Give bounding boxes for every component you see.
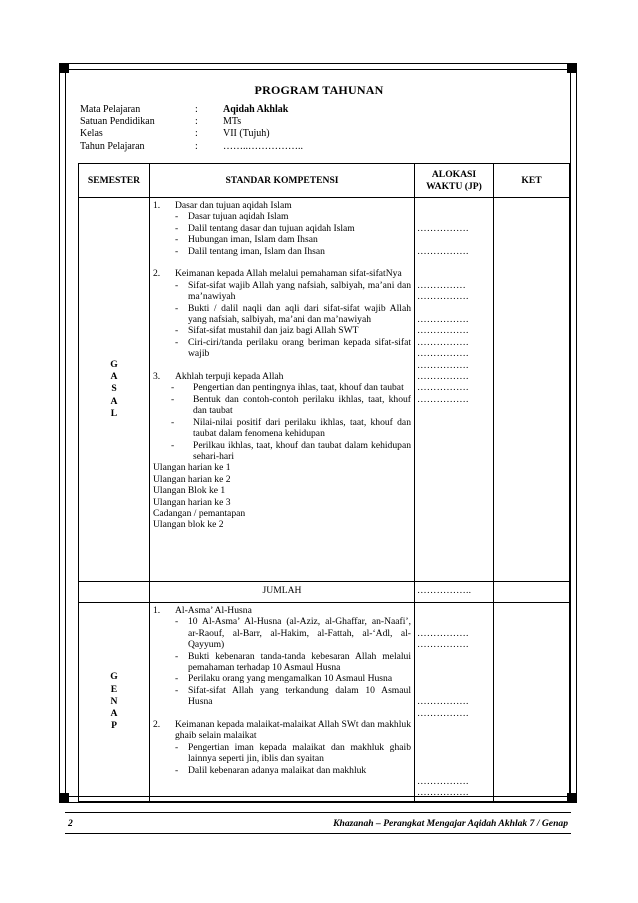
item-number: 1. — [153, 605, 161, 616]
program-table — [78, 163, 570, 802]
page-number: 2 — [68, 818, 73, 829]
item-text: Al-Asma’ Al-Husna — [175, 605, 252, 616]
list-item — [153, 417, 411, 440]
dash: - — [175, 650, 179, 662]
list-item — [153, 200, 411, 211]
list-item — [153, 651, 411, 674]
plain-line: Ulangan harian ke 2 — [153, 473, 231, 485]
list-item — [153, 685, 411, 708]
item-text: Bukti kebenaran tanda-tanda kebesaran Allah melalui pemahaman terhadap 10 Asmaul Husna — [188, 650, 411, 674]
item-text: Hubungan iman, Islam dam Ihsan — [188, 234, 318, 246]
list-item — [153, 440, 411, 463]
dash: - — [175, 336, 179, 348]
item-text: Sifat-sifat Allah yang terkandung dalam 10 Asmaul Husna — [188, 684, 411, 708]
item-text: 10 Al-Asma’ Al-Husna (al-Aziz, al-Ghaffar, an-Naafi’, ar-Raouf, al-Barr, al-Hakim, al-Fattah, al-‘Adl, al-Qayyum) — [188, 616, 411, 651]
semester-letter: S — [111, 383, 117, 395]
alokasi-value: ……………. — [417, 787, 469, 799]
table-row-ganjil — [79, 198, 570, 582]
item-text: Bentuk dan contoh-contoh perilaku ikhlas, taat, khouf dan taubat — [193, 393, 411, 417]
dash: - — [171, 393, 175, 405]
semester-cell-genap — [79, 603, 150, 802]
list-item — [153, 616, 411, 650]
item-text: Dalil tentang iman, Islam dan Ihsan — [188, 245, 325, 257]
semester-letter: A — [110, 395, 118, 407]
dash: - — [175, 684, 179, 696]
alokasi-cell-genap — [415, 603, 494, 802]
table-row-jumlah — [79, 582, 570, 603]
footer-text: Khazanah – Perangkat Mengajar Aqidah Akhlak 7 / Genap — [333, 818, 568, 829]
page-footer — [68, 818, 568, 832]
jumlah-empty-cell — [79, 582, 150, 603]
list-item — [153, 765, 411, 776]
info-value: ……..…………….. — [223, 140, 303, 152]
alokasi-value: ……………. — [417, 627, 469, 639]
semester-letter: G — [110, 671, 118, 683]
list-item — [153, 303, 411, 326]
item-text: Perilkau ikhlas, taat, khouf dan taubat dalam kehidupan sehari-hari — [193, 439, 411, 462]
list-item — [153, 246, 411, 257]
semester-letter: A — [110, 371, 118, 383]
alokasi-value: ……………. — [417, 336, 469, 348]
list-item — [153, 280, 411, 303]
jumlah-label: JUMLAH — [150, 582, 415, 603]
item-text: Keimanan kepada malaikat-malaikat Allah SWt dan makhluk ghaib selain malaikat — [175, 719, 411, 742]
alokasi-value: ……………. — [417, 393, 469, 405]
item-text: Perilaku orang yang mengamalkan 10 Asmaul Husna — [188, 673, 393, 685]
sk-cell-genap — [150, 603, 415, 802]
alokasi-value: ……………. — [417, 371, 469, 382]
list-item — [153, 371, 411, 382]
item-text: Akhlah terpuji kepada Allah — [175, 371, 284, 383]
info-colon: : — [195, 140, 198, 152]
info-colon: : — [195, 128, 198, 140]
info-label: Kelas — [80, 128, 103, 140]
item-text: Dasar tujuan aqidah Islam — [188, 211, 289, 223]
dash: - — [171, 382, 175, 394]
semester-letter: A — [110, 707, 118, 719]
corner-ornament — [59, 793, 69, 803]
item-text: Bukti / dalil naqli dan aqli dari sifat-sifat wajib Allah yang nafsiah, salbiyah, ma’ani dan ma’nawiyah — [188, 302, 411, 326]
plain-line: Ulangan harian ke 3 — [153, 496, 231, 508]
dash: - — [175, 741, 179, 753]
dash: - — [171, 416, 175, 428]
list-item — [153, 268, 411, 279]
dash: - — [175, 616, 179, 628]
alokasi-value: ……………. — [417, 696, 469, 708]
list-item — [153, 673, 411, 684]
header-alokasi-label: ALOKASI WAKTU (JP) — [426, 169, 482, 192]
info-colon: : — [195, 104, 198, 115]
plain-line: Ulangan Blok ke 1 — [153, 485, 226, 497]
info-label: Mata Pelajaran — [80, 104, 141, 115]
info-label: Satuan Pendidikan — [80, 116, 155, 128]
dash: - — [175, 245, 179, 257]
list-item — [153, 211, 411, 222]
item-text: Ciri-ciri/tanda perilaku orang beriman kepada sifat-sifat wajib — [188, 336, 411, 360]
footer-rule-bottom — [65, 833, 571, 834]
list-item — [153, 394, 411, 417]
plain-line: Ulangan blok ke 2 — [153, 519, 224, 531]
info-label: Tahun Pelajaran — [80, 140, 145, 152]
item-text: Sifat-sifat mustahil dan jaiz bagi Allah SWT — [188, 325, 359, 337]
info-colon: : — [195, 116, 198, 128]
plain-line: Cadangan / pemantapan — [153, 507, 246, 519]
alokasi-value: ……………. — [417, 222, 469, 234]
item-text: Nilai-nilai positif dari perilaku ikhlas, taat, khouf dan taubat dalam fenomena kehidupan — [193, 416, 411, 440]
semester-letter: P — [111, 720, 117, 732]
item-text: Sifat-sifat wajib Allah yang nafsiah, salbiyah, ma’ani dan ma’nawiyah — [188, 279, 411, 303]
item-text: Keimanan kepada Allah melalui pemahaman sifat-sifatNya — [175, 268, 402, 280]
list-item — [153, 605, 411, 616]
ket-cell-ganjil — [494, 198, 570, 582]
alokasi-value: ……………. — [417, 775, 469, 787]
list-item — [153, 742, 411, 765]
alokasi-value: ……………. — [417, 382, 469, 394]
alokasi-cell-ganjil — [415, 198, 494, 582]
semester-letter: N — [110, 695, 118, 707]
dash: - — [175, 673, 179, 685]
plain-line: Ulangan harian ke 1 — [153, 462, 231, 474]
alokasi-value: ……………. — [417, 348, 469, 360]
table-header-row — [79, 164, 570, 198]
item-text: Dalil tentang dasar dan tujuan aqidah Islam — [188, 222, 355, 234]
alokasi-value: ……………. — [417, 245, 469, 257]
page-title: PROGRAM TAHUNAN — [254, 83, 384, 97]
header-alokasi-waktu — [415, 164, 494, 198]
footer-rule-top — [65, 812, 571, 813]
list-item — [153, 223, 411, 234]
alokasi-value: ……………. — [417, 359, 469, 371]
corner-ornament — [567, 63, 577, 73]
alokasi-value: …………… — [417, 279, 466, 291]
dash: - — [175, 764, 179, 776]
dash: - — [171, 439, 175, 451]
list-item — [153, 382, 411, 393]
dash: - — [175, 325, 179, 337]
item-text: Dalil kebenaran adanya malaikat dan makhluk — [188, 764, 367, 776]
ket-cell-genap — [494, 603, 570, 802]
sk-cell-ganjil — [150, 198, 415, 582]
list-item — [153, 325, 411, 336]
item-number: 1. — [153, 200, 161, 211]
header-standar-kompetensi: STANDAR KOMPETENSI — [150, 164, 415, 198]
alokasi-value: ……………. — [417, 313, 469, 325]
dash: - — [175, 222, 179, 234]
corner-ornament — [59, 63, 69, 73]
dash: - — [175, 279, 179, 291]
list-item — [153, 234, 411, 245]
alokasi-value: ……………. — [417, 639, 469, 651]
alokasi-value: ……………. — [417, 707, 469, 719]
semester-letter: G — [110, 358, 118, 370]
item-number: 2. — [153, 719, 161, 731]
alokasi-value: ……………. — [417, 325, 469, 337]
item-number: 3. — [153, 371, 161, 383]
item-number: 2. — [153, 268, 161, 280]
semester-letter: E — [110, 683, 118, 695]
jumlah-ket-cell — [494, 582, 570, 603]
dash: - — [175, 302, 179, 314]
table-row-genap — [79, 603, 570, 802]
item-text: Dasar dan tujuan aqidah Islam — [175, 200, 292, 211]
item-text: Pengertian iman kepada malaikat dan makhluk ghaib lainnya seperti jin, iblis dan syaitan — [188, 741, 411, 765]
info-value: MTs — [223, 116, 242, 128]
info-value: VII (Tujuh) — [223, 128, 270, 140]
header-semester: SEMESTER — [79, 164, 150, 198]
alokasi-value: ……………. — [417, 291, 469, 303]
semester-letter: L — [110, 407, 118, 419]
item-text: Pengertian dan pentingnya ihlas, taat, khouf dan taubat — [193, 382, 404, 394]
list-item — [153, 719, 411, 742]
semester-cell-ganjil — [79, 198, 150, 582]
list-item — [153, 337, 411, 360]
jumlah-value: …………….. — [415, 582, 494, 603]
info-value: Aqidah Akhlak — [223, 104, 289, 115]
header-ket: KET — [494, 164, 570, 198]
dash: - — [175, 234, 179, 246]
dash: - — [175, 211, 179, 223]
